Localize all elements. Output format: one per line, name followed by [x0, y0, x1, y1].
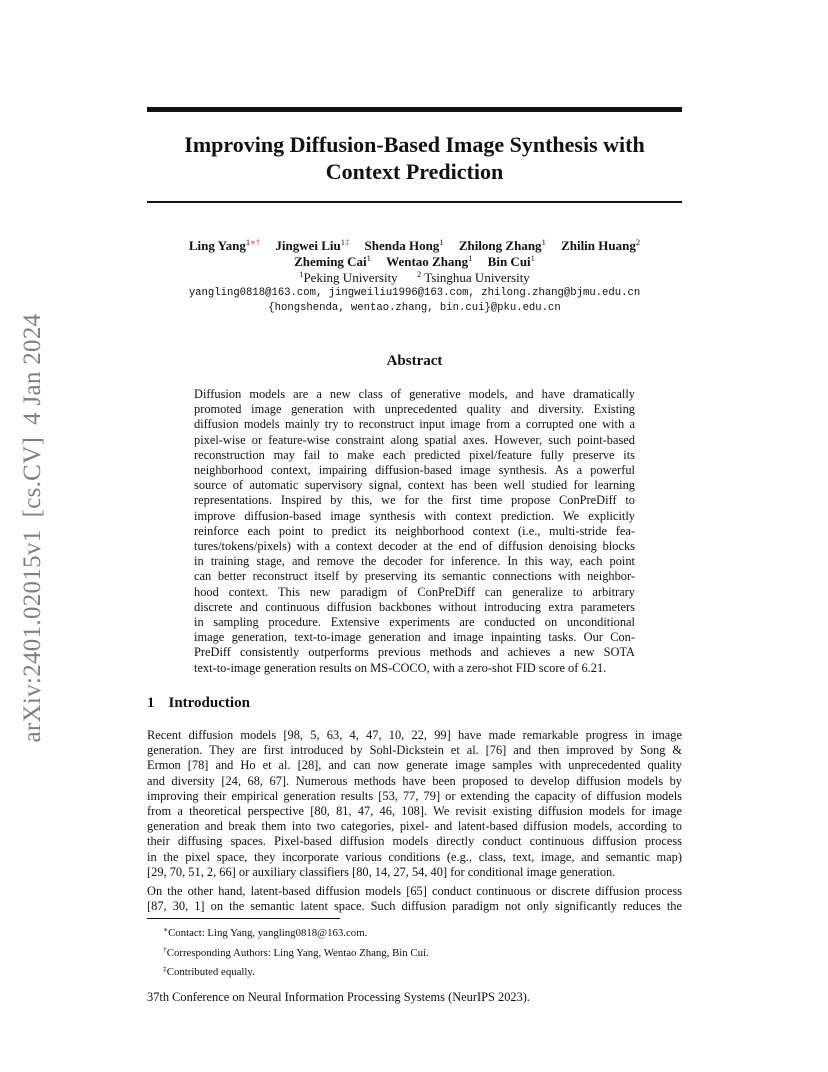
- body-line: generation and break them into two categories, pixel- and latent-based diffusion models, according to: [147, 819, 682, 834]
- body-line: [29, 70, 51, 2, 66] or auxiliary classifiers [80, 14, 27, 54, 40] for conditional image generation.: [147, 864, 616, 879]
- arxiv-date: 4 Jan 2024: [19, 313, 46, 425]
- author: Ling Yang$^{1∗\dagger}$: [188, 237, 261, 253]
- abstract-line: reconstruction may fail to make each predicted pixel/feature fully preserve its: [194, 447, 635, 462]
- arxiv-stamp: [19, 308, 47, 749]
- intro-paragraph-1: [147, 728, 682, 880]
- footnote: ‡Contributed equally.: [163, 964, 255, 978]
- author-block: [147, 238, 682, 316]
- arxiv-sidebar: [18, 297, 48, 759]
- title-line-1: Improving Diffusion-Based Image Synthesis with: [184, 132, 645, 157]
- body-line: in the pixel space, they incorporate various conditions (e.g., class, text, image, and semantic map): [147, 849, 682, 864]
- body-line: Recent diffusion models [98, 5, 63, 4, 47, 10, 22, 99] have made remarkable progress in image: [147, 728, 682, 742]
- body-line: Ermon [78] and Ho et al. [28], and can now generate image samples with unprecedented quality: [147, 758, 682, 773]
- author: Bin Cui$^1$: [487, 253, 535, 269]
- abstract-line: source of automatic supervisory signal, context has been well studied for learning: [194, 478, 635, 493]
- abstract-line: Diffusion models are a new class of generative models, and have dramatically: [194, 387, 635, 401]
- footnote: †Corresponding Authors: Ling Yang, Wentao Zhang, Bin Cui.: [163, 944, 429, 959]
- footnotes: [163, 922, 429, 981]
- abstract-line: promoted image generation with unprecedented quality and diversity. Existing: [194, 402, 635, 417]
- title-rule-top: [147, 107, 682, 112]
- abstract-line: in sampling procedure. Extensive experiments are conducted on unconditional: [194, 615, 635, 630]
- abstract-line: image generation, text-to-image generation and image inpainting tasks. Our Con-: [194, 630, 635, 645]
- abstract-line: PreDiff consistently outperforms previous methods and achieves a new SOTA: [194, 645, 635, 660]
- footnote: ∗Contact: Ling Yang, yangling0818@163.com.: [163, 925, 368, 939]
- abstract-heading: Abstract: [386, 353, 443, 369]
- arxiv-category: [cs.CV]: [19, 436, 46, 518]
- email-line-2: {hongshenda, wentao.zhang, bin.cui}@pku.edu.cn: [268, 302, 561, 314]
- body-line: [87, 30, 1] on the semantic latent space. Such diffusion paradigm not only significantly reduces the: [147, 899, 682, 914]
- body-line: from a theoretical perspective [80, 81, 47, 46, 108]. We revisit existing diffusion models for image: [147, 804, 682, 819]
- email-line-1: yangling0818@163.com, jingweiliu1996@163.com, zhilong.zhang@bjmu.edu.cn: [188, 287, 641, 299]
- abstract-line: reinforce each point to predict its neighborhood context (i.e., multi-stride fea-: [194, 523, 635, 538]
- body-line: improving their empirical generation results [53, 77, 79] or extending the capacity of diffusion models: [147, 788, 682, 803]
- affiliation: $^1$Peking University: [299, 269, 398, 285]
- abstract-line: can better reconstruct itself by preserving its semantic connections with neighbor-: [194, 569, 635, 584]
- author: Zhilong Zhang$^1$: [458, 237, 546, 253]
- body-line: their diffusing spaces. Pixel-based diffusion models directly conduct continuous diffusion process: [147, 834, 682, 849]
- abstract-line: tures/tokens/pixels) with a context decoder at the end of diffusion denoising blocks: [194, 539, 635, 554]
- paper-title: [147, 131, 682, 185]
- affiliation: $^2$ Tsinghua University: [416, 269, 530, 285]
- author-row-2: [147, 254, 682, 270]
- section-title: Introduction: [168, 695, 250, 711]
- abstract-body: [194, 387, 635, 676]
- title-rule-bottom: [147, 201, 682, 203]
- abstract-line: improve diffusion-based image synthesis with context prediction. We explicitly: [194, 508, 635, 523]
- body-line: generation. They are first introduced by Sohl-Dickstein et al. [76] and then improved by Song &: [147, 743, 682, 758]
- intro-paragraph-2: [147, 884, 682, 914]
- abstract-line: neighborhood context, impairing diffusion-based image synthesis. As a powerful: [194, 463, 635, 478]
- title-line-2: Context Prediction: [325, 159, 504, 184]
- abstract-line: in training stage, and remove the decoder for inference. In this way, each point: [194, 554, 635, 569]
- author: Zhilin Huang$^2$: [561, 237, 641, 253]
- author-row-1: [147, 238, 682, 254]
- abstract-line: hood context. This new paradigm of ConPreDiff can generalize to arbitrary: [194, 584, 635, 599]
- author: Zheming Cai$^1$: [294, 253, 371, 269]
- author: Shenda Hong$^1$: [364, 237, 444, 253]
- abstract-line: discrete and continuous diffusion backbones without introducing extra parameters: [194, 599, 635, 614]
- body-line: and diversity [24, 68, 67]. Numerous methods have been proposed to develop diffusion models by: [147, 773, 682, 788]
- author: Wentao Zhang$^1$: [386, 253, 473, 269]
- section-heading-introduction: [147, 695, 250, 712]
- footnote-rule: [147, 918, 340, 919]
- arxiv-id[interactable]: arXiv:2401.02015v1: [19, 529, 46, 743]
- body-line: On the other hand, latent-based diffusion models [65] conduct continuous or discrete diffusion process: [147, 884, 682, 898]
- abstract-line: representations. Inspired by this, we for the first time propose ConPreDiff to: [194, 493, 635, 508]
- abstract-line: text-to-image generation results on MS-COCO, with a zero-shot FID score of 6.21.: [194, 660, 607, 675]
- venue-footer: 37th Conference on Neural Information Processing Systems (NeurIPS 2023).: [147, 990, 531, 1004]
- author: Jingwei Liu$^{1\ddagger}$: [275, 237, 350, 253]
- abstract-line: pixel-wise or feature-wise constraint along spatial axes. However, such point-based: [194, 432, 635, 447]
- abstract-line: diffusion models mainly try to reconstruct input image from a corrupted one with a: [194, 417, 635, 432]
- affiliations: [147, 270, 682, 286]
- section-number: 1: [147, 695, 155, 711]
